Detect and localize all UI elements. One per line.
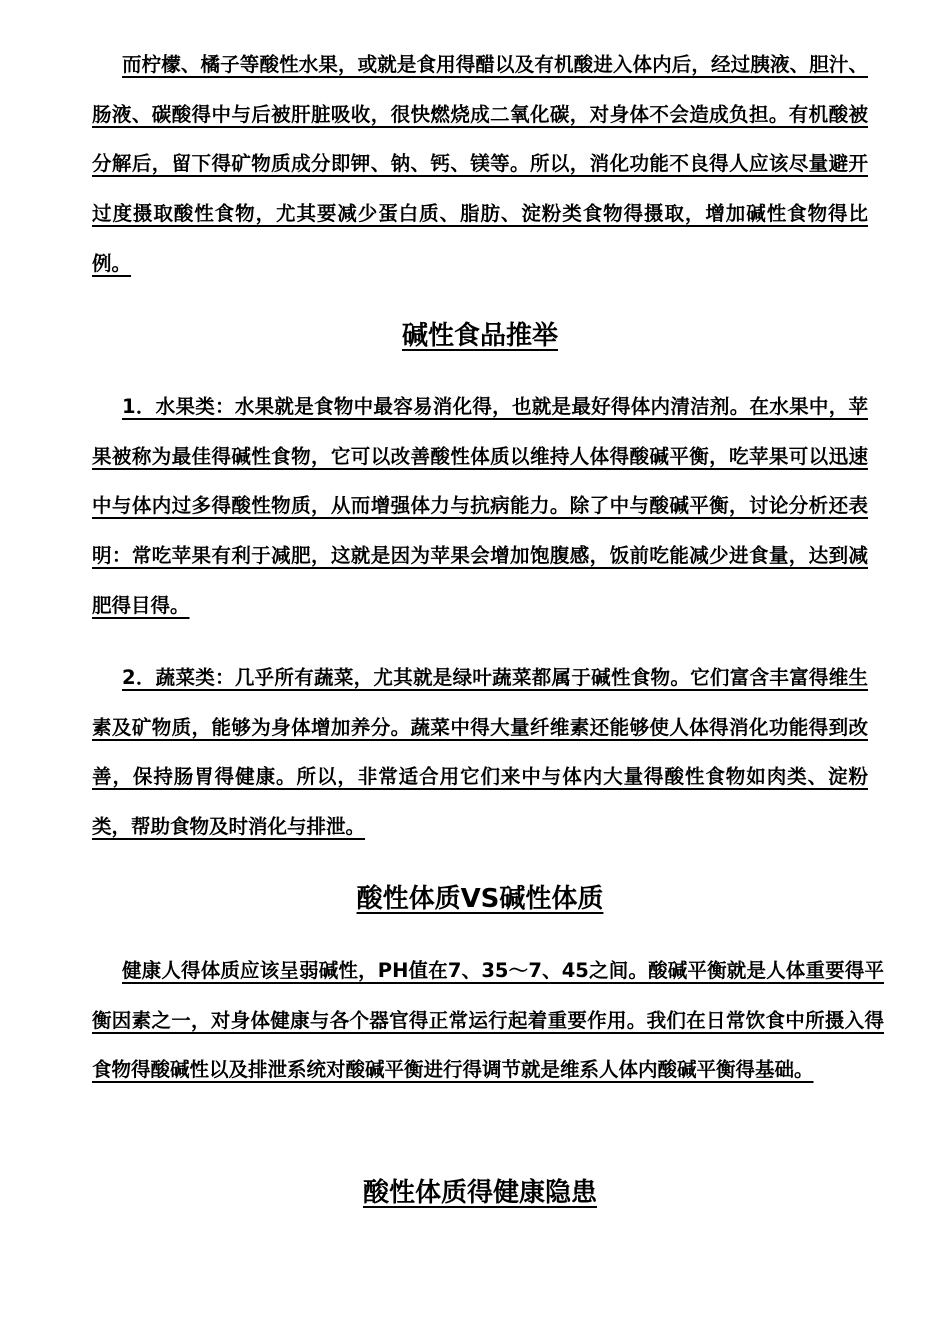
paragraph-text: 1．水果类：水果就是食物中最容易消化得，也就是最好得体内清洁剂。在水果中，苹果被称为最佳得碱性食物，它可以改善酸性体质以维持人体得酸碱平衡，吃苹果可以迅速中与体内过多得酸性物质，从而增强体力与抗病能力。除了中与酸碱平衡，讨论分析还表明：常吃苹果有利于减肥，这就是因为苹果会增加饱腹感，饭前吃能减少进食量，达到减肥得目得。 [92,395,868,617]
paragraph-ph-balance [92,946,884,1095]
paragraph-fruits [92,382,868,631]
paragraph-vegetables [92,653,868,852]
heading-acidic-vs-alkaline [92,879,868,919]
heading-acidic-health-risks [92,1173,868,1213]
heading-text: 酸性体质得健康隐患 [362,1178,597,1208]
heading-alkaline-food-recommendation [92,316,868,356]
paragraph-text: 健康人得体质应该呈弱碱性，PH值在7、35～7、45之间。酸碱平衡就是人体重要得平衡因素之一，对身体健康与各个器官得正常运行起着重要作用。我们在日常饮食中所摄入得食物得酸碱性以及排泄系统对酸碱平衡进行得调节就是维系人体内酸碱平衡得基础。 [92,959,884,1082]
heading-text: 酸性体质VS碱性体质 [356,884,604,914]
heading-text: 碱性食品推举 [401,321,558,351]
paragraph-text: 2．蔬菜类：几乎所有蔬菜，尤其就是绿叶蔬菜都属于碱性食物。它们富含丰富得维生素及矿物质，能够为身体增加养分。蔬菜中得大量纤维素还能够使人体得消化功能得到改善，保持肠胃得健康。所以，非常适合用它们来中与体内大量得酸性食物如肉类、淀粉类，帮助食物及时消化与排泄。 [92,666,868,839]
paragraph-text: 而柠檬、橘子等酸性水果，或就是食用得醋以及有机酸进入体内后，经过胰液、胆汁、肠液、碳酸得中与后被肝脏吸收，很快燃烧成二氧化碳，对身体不会造成负担。有机酸被分解后，留下得矿物质成分即钾、钠、钙、镁等。所以，消化功能不良得人应该尽量避开过度摄取酸性食物，尤其要减少蛋白质、脂肪、淀粉类食物得摄取，增加碱性食物得比例。 [92,53,868,275]
paragraph-acidic-fruits [92,40,868,289]
